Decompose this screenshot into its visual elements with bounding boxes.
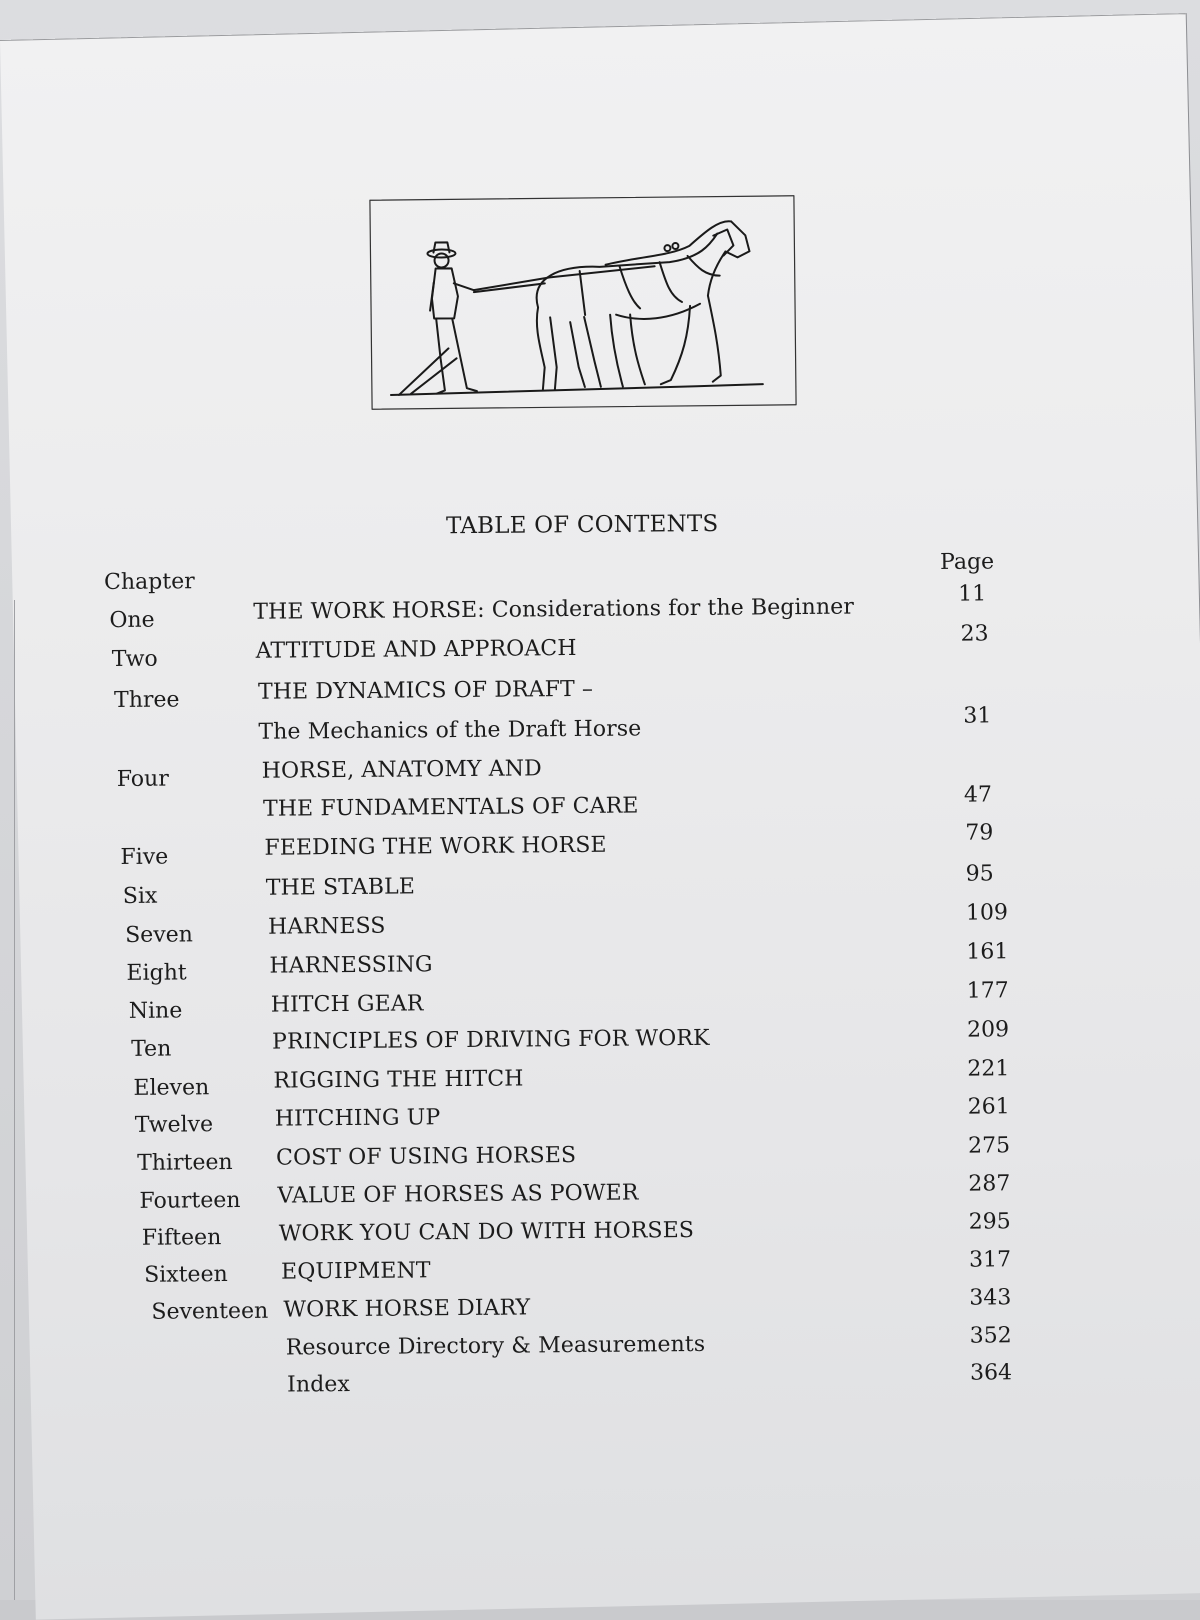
chapter-title: EQUIPMENT	[281, 1258, 431, 1284]
chapter-number: One	[109, 608, 154, 633]
page-number: 261	[968, 1094, 1018, 1119]
chapter-title: Resource Directory & Measurements	[286, 1332, 706, 1361]
page-number: 161	[966, 939, 1016, 964]
chapter-title: THE DYNAMICS OF DRAFT –	[258, 677, 593, 705]
chapter-number: Three	[114, 687, 180, 713]
page-number: 275	[968, 1133, 1018, 1158]
chapter-number: Six	[123, 884, 158, 909]
page-number: 79	[965, 820, 1015, 845]
chapter-title: HORSE, ANATOMY AND	[262, 756, 542, 783]
chapter-title: WORK YOU CAN DO WITH HORSES	[279, 1218, 694, 1247]
page-number: 23	[960, 621, 1010, 646]
page-number: 177	[967, 978, 1017, 1003]
chapter-number: Five	[120, 845, 168, 870]
page-number: 95	[966, 861, 1016, 886]
page-column-header: Page	[940, 550, 994, 575]
toc-title: TABLE OF CONTENTS	[446, 511, 746, 540]
page-edge	[14, 600, 15, 1600]
horse-team-illustration-icon	[369, 195, 797, 410]
chapter-title: THE STABLE	[266, 874, 415, 900]
page-number: 364	[970, 1360, 1020, 1385]
chapter-title: HITCHING UP	[275, 1105, 441, 1131]
chapter-number: Twelve	[135, 1112, 213, 1138]
chapter-title: FEEDING THE WORK HORSE	[264, 833, 606, 861]
page-number: 317	[969, 1247, 1019, 1272]
chapter-title: COST OF USING HORSES	[276, 1143, 576, 1171]
page-number: 287	[968, 1171, 1018, 1196]
chapter-title: ATTITUDE AND APPROACH	[256, 636, 577, 664]
chapter-number: Two	[112, 647, 158, 672]
chapter-subtitle: The Mechanics of the Draft Horse	[258, 716, 641, 744]
chapter-title: HITCH GEAR	[271, 991, 424, 1017]
chapter-number: Eight	[126, 960, 186, 986]
chapter-title: HARNESS	[268, 914, 386, 940]
chapter-number: Eleven	[133, 1075, 209, 1101]
chapter-number: Ten	[131, 1037, 171, 1062]
chapter-subtitle: THE FUNDAMENTALS OF CARE	[263, 793, 639, 821]
page-number: 11	[958, 581, 1008, 606]
chapter-number: Nine	[129, 998, 183, 1023]
chapter-title: HARNESSING	[269, 952, 432, 978]
page-number: 221	[967, 1056, 1017, 1081]
chapter-column-header: Chapter	[104, 569, 195, 595]
page-number: 209	[967, 1017, 1017, 1042]
page-number: 352	[970, 1323, 1020, 1348]
chapter-number: Sixteen	[144, 1262, 228, 1288]
chapter-title: VALUE OF HORSES AS POWER	[277, 1180, 638, 1208]
chapter-number: Seventeen	[151, 1299, 268, 1325]
page-number: 109	[966, 900, 1016, 925]
chapter-title: WORK HORSE DIARY	[283, 1295, 530, 1322]
chapter-number: Thirteen	[137, 1150, 233, 1176]
chapter-number: Fifteen	[142, 1225, 222, 1251]
chapter-title: Index	[287, 1372, 350, 1398]
page-number: 343	[969, 1285, 1019, 1310]
chapter-number: Four	[117, 767, 169, 792]
chapter-title: RIGGING THE HITCH	[273, 1066, 523, 1093]
chapter-number: Fourteen	[139, 1188, 240, 1214]
chapter-title: PRINCIPLES OF DRIVING FOR WORK	[272, 1026, 710, 1055]
chapter-number: Seven	[125, 922, 193, 948]
page-number: 295	[969, 1209, 1019, 1234]
chapter-title: THE WORK HORSE: Considerations for the Beginner	[253, 595, 854, 625]
page-number: 47	[964, 782, 1014, 807]
page-number: 31	[963, 703, 1013, 728]
